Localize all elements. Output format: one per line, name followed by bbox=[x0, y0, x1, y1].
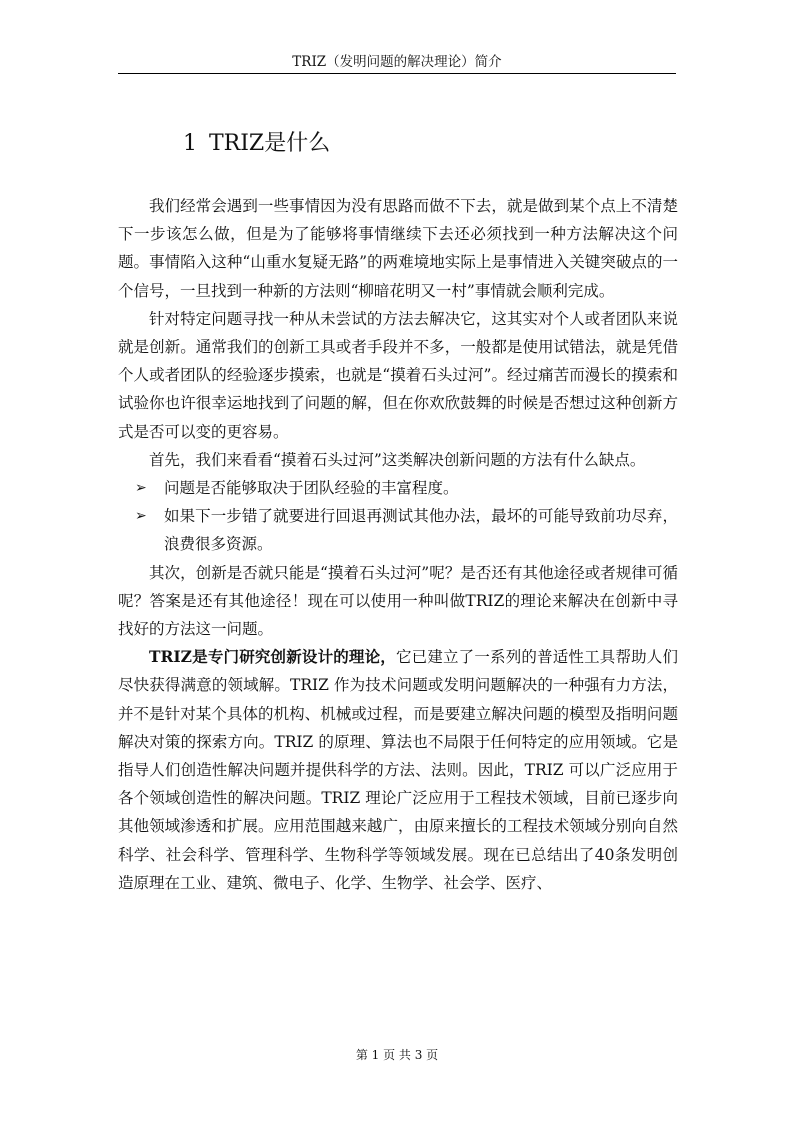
section-title: TRIZ是什么 bbox=[209, 131, 331, 156]
paragraph-5 bbox=[118, 643, 678, 897]
paragraph-5-bold: TRIZ是专门研究创新设计的理论， bbox=[149, 647, 396, 667]
list-item-text: 如果下一步错了就要进行回退再测试其他办法，最坏的可能导致前功尽弃，浪费很多资源。 bbox=[164, 507, 678, 554]
list-item-text: 问题是否能够取决于团队经验的丰富程度。 bbox=[164, 479, 459, 498]
running-header: TRIZ（发明问题的解决理论）简介 bbox=[292, 54, 502, 70]
section-number: 1 bbox=[183, 131, 197, 156]
arrowhead-bullet-icon: ➢ bbox=[135, 480, 147, 497]
arrowhead-bullet-icon: ➢ bbox=[135, 508, 147, 525]
paragraph-3: 首先，我们来看看“摸着石头过河”这类解决创新问题的方法有什么缺点。 bbox=[149, 450, 646, 469]
list-item bbox=[118, 502, 678, 558]
list-item bbox=[118, 474, 678, 502]
paragraph-4: 其次，创新是否就只能是“摸着石头过河”呢？是否还有其他途径或者规律可循呢？答案是还有其他途径！现在可以使用一种叫做TRIZ的理论来解决在创新中寻找好的方法这一问题。 bbox=[118, 563, 678, 639]
page-footer: 第 1 页 共 3 页 bbox=[355, 1048, 439, 1062]
paragraph-2: 针对特定问题寻找一种从未尝试的方法去解决它，这其实对个人或者团队来说就是创新。通常我们的创新工具或者手段并不多，一般都是使用试错法，就是凭借个人或者团队的经验逐步摸索，也就是“摸着石头过河”。经过痛苦而漫长的摸索和试验你也许很幸运地找到了问题的解，但在你欢欣鼓舞的时候是否想过这种创新方式是否可以变的更容易。 bbox=[118, 309, 678, 441]
section-heading bbox=[183, 128, 330, 160]
bullet-list bbox=[118, 474, 678, 559]
paragraph-1: 我们经常会遇到一些事情因为没有思路而做不下去，就是做到某个点上不清楚下一步该怎么做，但是为了能够将事情继续下去还必须找到一种方法解决这个问题。事情陷入这种“山重水复疑无路”的两难境地实际上是事情进入关键突破点的一个信号，一旦找到一种新的方法则“柳暗花明又一村”事情就会顺利完成。 bbox=[118, 197, 678, 300]
document-body bbox=[118, 192, 678, 897]
header-rule bbox=[118, 73, 676, 74]
paragraph-5-rest: 它已建立了一系列的普适性工具帮助人们尽快获得满意的领域解。TRIZ 作为技术问题或发明问题解决的一种强有力方法，并不是针对某个具体的机构、机械或过程，而是要建立解决问题的模型及指明问题解决对策的探索方向。TRIZ 的原理、算法也不局限于任何特定的应用领域。它是指导人们创造性解决问题并提供科学的方法、法则。因此，TRIZ 可以广泛应用于各个领域创造性的解决问题。TRIZ 理论广泛应用于工程技术领域，目前已逐步向其他领域渗透和扩展。应用范围越来越广，由原来擅长的工程技术领域分别向自然科学、社会科学、管理科学、生物科学等领域发展。现在已总结出了40条发明创造原理在工业、建筑、微电子、化学、生物学、社会学、医疗、 bbox=[118, 648, 678, 892]
